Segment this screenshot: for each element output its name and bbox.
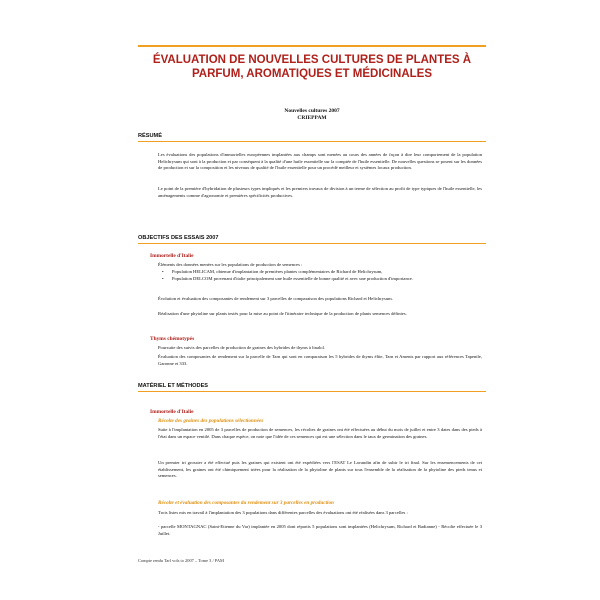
materiel-paragraph-2: Un premier tri grossier a été effectué puis les graines qui existent ont été expédiées vers l'ESAT Le Lavandin afin de subir le tri final. Sur les ensemencements de cet établissement, les graines ont été chimiquement triées pour la réalisation de la phytoline de plants sur tous l'ensemble de la réalisation de la phytoline des pieds tenus et semences. xyxy=(158,460,482,479)
heading-recolte-graines: Récolte des graines des populations sélectionnées xyxy=(158,418,264,424)
list-item: • Population DELCOM provenant d'italie principalement une huile essentielle de bonne qualité et avec une production d'importance. xyxy=(158,276,482,283)
heading-resume: RÉSUMÉ xyxy=(138,132,486,142)
heading-objectifs: OBJECTIFS DES ESSAIS 2007 xyxy=(138,234,486,244)
objectifs-bullet-list xyxy=(158,269,482,282)
subtitle-year: Nouvelles cultures 2007 xyxy=(284,108,340,114)
thyms-paragraph-1: Poursuite des suivis des parcelles de production de graines des hybrides de thyms à linalol. xyxy=(158,345,325,350)
materiel-paragraph-1: Suite à l'implantation en 2005 de 3 parcelles de production de semences, les récoltes de graines ont été effectuées au début du mois de juillet et entre 3 dates dans des pieds à l'état dans un espace ventilé. Dans chaque espèce, on note que l'idée de ces semences qui est une sélection dans le taux de germination des graines. xyxy=(158,427,482,439)
objectifs-paragraph-1: Évolution et évaluation des composantes de rendement sur 3 parcelles de comparaison des populations Richard et Helichrysum. xyxy=(158,296,393,301)
objectifs-intro: Éléments des données menées sur les populations de production de semences : xyxy=(158,262,303,267)
document-title: ÉVALUATION DE NOUVELLES CULTURES DE PLANTES À PARFUM, AROMATIQUES ET MÉDICINALES xyxy=(152,54,472,80)
heading-immortelle-italie: Immortelle d'Italie xyxy=(150,253,194,259)
top-rule xyxy=(138,45,486,47)
list-item: • Population HELICAM, obtenue d'implantation de premières plantes complémentaires de Richard de Helichrysum, xyxy=(158,269,482,276)
resume-paragraph-1: Les évaluations des populations d'immortelles européennes implantées aux champs sont menées au cours des années de façon à dire leur comportement de la population Helichrysum qui sont à la production et par conséquent à la qualité d'une huile essentielle sur la comptée de l'huile essentielle. De nouvelles questions se posent sur les données de production et sur la composition et les niveaux de qualité de l'huile essentielle pour un procédé meilleur et systèmes locaux production. xyxy=(158,152,482,171)
heading-thyms: Thyms chémotypés xyxy=(150,336,195,342)
objectifs-paragraph-2: Réalisation d'une phytoline sur plants testés pour la mise au point de l'itinéraire technique de la production de plants semences définies. xyxy=(158,311,407,316)
heading-immortelle-italie-2: Immortelle d'Italie xyxy=(150,409,194,415)
page-footer: Compte rendu Tarl vols to 2007 – Tome 3 / PAM xyxy=(138,558,224,563)
thyms-paragraph-2: Évaluation des composantes de rendement sur la parcelle de Tarn qui sont en comparaison les 5 hybrides de thyms élite, Tarn et Amenis par rapport aux références Tapenile, Garonne et 333. xyxy=(158,354,482,366)
materiel-paragraph-3: Trois listes mis en travail à l'implantation des 3 populations dans différentes parcelles des évaluations ont été réalisées dans 3 parcelles : xyxy=(158,510,408,515)
heading-materiel: MATÉRIEL ET MÉTHODES xyxy=(138,382,486,392)
resume-paragraph-2: Le point de la première d'hybridation de plusieurs types impliqués et les premiers travaux de division à un terme de sélection au profit de type typiques de l'huile essentielle, les aménagements comme d'agronomie et premières spécificités productives. xyxy=(158,186,482,198)
heading-recolte-evaluation: Récolte et évaluation des composantes du rendement sur 3 parcelles en production xyxy=(158,500,334,506)
subtitle-org: CRIEPPAM xyxy=(297,115,327,121)
materiel-paragraph-4: - parcelle MONTAGNAC (Saint-Etienne du Var) implantée en 2005 dont répartis 5 populations sont implantées (Helichrysum, Richard et Badianne) - Récolte effectuée le 3 Juillet. xyxy=(158,524,482,536)
